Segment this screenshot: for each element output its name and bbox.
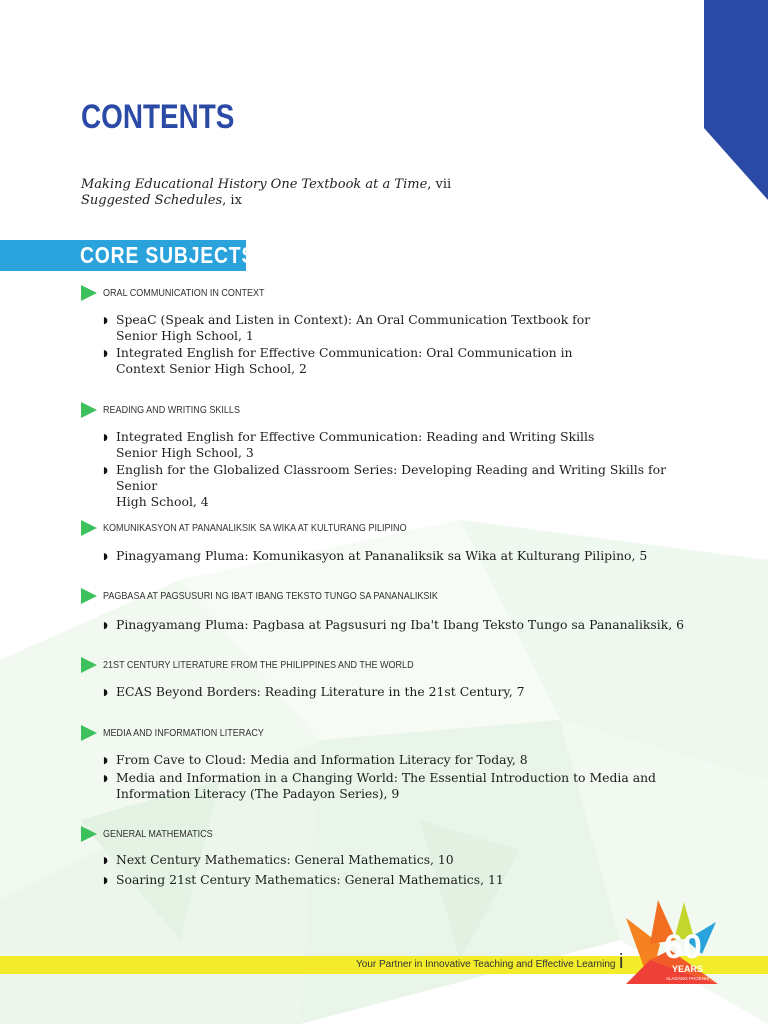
play-triangle-icon [81, 725, 97, 741]
front-matter-list [81, 177, 451, 209]
play-triangle-icon [81, 402, 97, 418]
half-circle-bullet-icon: ◗ [103, 774, 108, 784]
half-circle-bullet-icon: ◗ [103, 876, 108, 886]
play-triangle-icon [81, 657, 97, 673]
half-circle-bullet-icon: ◗ [103, 856, 108, 866]
core-subjects-label: CORE SUBJECTS [80, 242, 256, 268]
play-triangle-icon [81, 588, 97, 604]
half-circle-bullet-icon: ◗ [103, 688, 108, 698]
half-circle-bullet-icon: ◗ [103, 316, 108, 326]
half-circle-bullet-icon: ◗ [103, 466, 108, 476]
corner-ribbon [704, 0, 768, 200]
half-circle-bullet-icon: ◗ [103, 433, 108, 443]
footer-tagline: Your Partner in Innovative Teaching and Effective Learning [356, 959, 616, 970]
half-circle-bullet-icon: ◗ [103, 552, 108, 562]
logo-word: YEARS [672, 964, 704, 974]
core-subjects-banner [0, 240, 256, 271]
logo-sub: ALAGANG PHOENIX [666, 976, 710, 981]
front-matter-item: Suggested Schedules, ix [81, 193, 242, 208]
half-circle-bullet-icon: ◗ [103, 349, 108, 359]
sixty-years-logo [620, 900, 720, 986]
page-number: i [619, 951, 624, 973]
half-circle-bullet-icon: ◗ [103, 756, 108, 766]
logo-number: 60 [664, 928, 702, 966]
play-triangle-icon [81, 520, 97, 536]
front-matter-item: Making Educational History One Textbook at a Time, vii [81, 177, 452, 192]
half-circle-bullet-icon: ◗ [103, 621, 108, 631]
play-triangle-icon [81, 826, 97, 842]
page-title: CONTENTS [81, 98, 235, 136]
play-triangle-icon [81, 285, 97, 301]
